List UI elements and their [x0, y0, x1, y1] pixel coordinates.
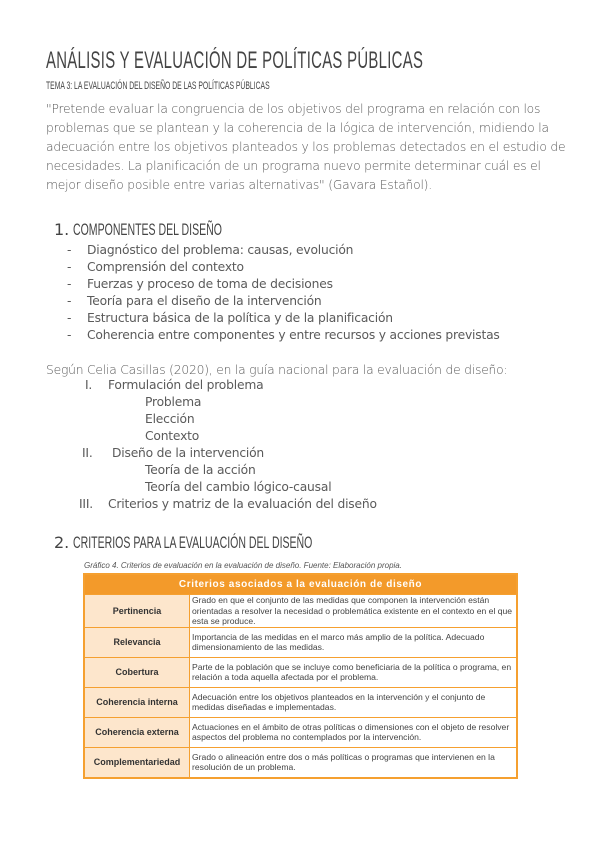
- criterion-name: Pertinencia: [84, 595, 190, 628]
- section2-number: 2.: [54, 533, 70, 552]
- list-item: Estructura básica de la política y de la planificación: [87, 311, 393, 325]
- section1-number: 1.: [54, 220, 70, 239]
- criterion-description: Grado o alineación entre dos o más políticas o programas que intervienen en la resolución de un problema.: [190, 747, 518, 778]
- outline-item: Diseño de la intervención: [112, 446, 265, 460]
- list-item: Diagnóstico del problema: causas, evolución: [87, 243, 354, 257]
- bullet-dash: -: [67, 294, 72, 308]
- table-row: [84, 687, 517, 717]
- quote-paragraph: "Pretende evaluar la congruencia de los objetivos del programa en relación con los problemas que se plantean y la coherencia de la lógica de intervención, midiendo la adecuación entre los objetivos planteados y los problemas detectados en el estudio de necesidades. La planificación de un programa nuevo permite determinar cuál es el mejor diseño posible entre varias alternativas" (Gavara Estañol).: [46, 102, 566, 192]
- outline-item: Criterios y matriz de la evaluación del diseño: [108, 497, 377, 511]
- criterion-description: Grado en que el conjunto de las medidas que componen la intervención están orientadas a resolver la necesidad o problemática existente en el contexto en el que esta se produce.: [190, 595, 518, 628]
- criterion-description: Actuaciones en el ámbito de otras políticas o dimensiones con el objeto de resolver aspectos del problema no contemplados por la intervención.: [190, 717, 518, 747]
- criteria-table: [83, 573, 518, 779]
- criterion-name: Coherencia externa: [84, 717, 190, 747]
- outline-number: I.: [85, 378, 93, 392]
- criterion-name: Complementariedad: [84, 747, 190, 778]
- outline-subitem: Problema: [145, 395, 202, 409]
- page-title: ANÁLISIS Y EVALUACIÓN DE POLÍTICAS PÚBLICAS: [46, 47, 424, 74]
- outline-subitem: Elección: [145, 412, 195, 426]
- list-item: Comprensión del contexto: [87, 260, 244, 274]
- outline-subitem: Contexto: [145, 429, 200, 443]
- criterion-description: Importancia de las medidas en el marco más amplio de la política. Adecuado dimensionamiento de las medidas.: [190, 627, 518, 657]
- figure-caption: Gráfico 4. Criterios de evaluación en la evaluación de diseño. Fuente: Elaboración propia.: [84, 561, 402, 570]
- criterion-name: Relevancia: [84, 627, 190, 657]
- criterion-description: Adecuación entre los objetivos planteados en la intervención y el conjunto de medidas diseñadas e implementadas.: [190, 687, 518, 717]
- outline-number: II.: [82, 446, 93, 460]
- table-row: [84, 747, 517, 778]
- table-row: [84, 657, 517, 687]
- criterion-name: Coherencia interna: [84, 687, 190, 717]
- page-subtitle: TEMA 3: LA EVALUACIÓN DEL DISEÑO DE LAS POLÍTICAS PÚBLICAS: [46, 80, 270, 92]
- section1-heading: COMPONENTES DEL DISEÑO: [73, 220, 222, 239]
- table-row: [84, 627, 517, 657]
- list-item: Fuerzas y proceso de toma de decisiones: [87, 277, 333, 291]
- table-row: [84, 717, 517, 747]
- outline-item: Formulación del problema: [108, 378, 264, 392]
- criterion-name: Cobertura: [84, 657, 190, 687]
- bullet-dash: -: [67, 328, 72, 342]
- section2-heading: CRITERIOS PARA LA EVALUACIÓN DEL DISEÑO: [73, 533, 313, 552]
- outline-number: III.: [79, 497, 93, 511]
- bullet-dash: -: [67, 243, 72, 257]
- intro-paragraph: Según Celia Casillas (2020), en la guía nacional para la evaluación de diseño:: [46, 363, 508, 377]
- bullet-dash: -: [67, 260, 72, 274]
- outline-subitem: Teoría del cambio lógico-causal: [145, 480, 332, 494]
- criterion-description: Parte de la población que se incluye como beneficiaria de la política o programa, en relación a toda aquella afectada por el problema.: [190, 657, 518, 687]
- table-row: [84, 595, 517, 628]
- bullet-dash: -: [67, 277, 72, 291]
- table-header: Criterios asociados a la evaluación de diseño: [84, 574, 517, 595]
- outline-subitem: Teoría de la acción: [145, 463, 256, 477]
- bullet-dash: -: [67, 311, 72, 325]
- list-item: Teoría para el diseño de la intervención: [87, 294, 322, 308]
- list-item: Coherencia entre componentes y entre recursos y acciones previstas: [87, 328, 500, 342]
